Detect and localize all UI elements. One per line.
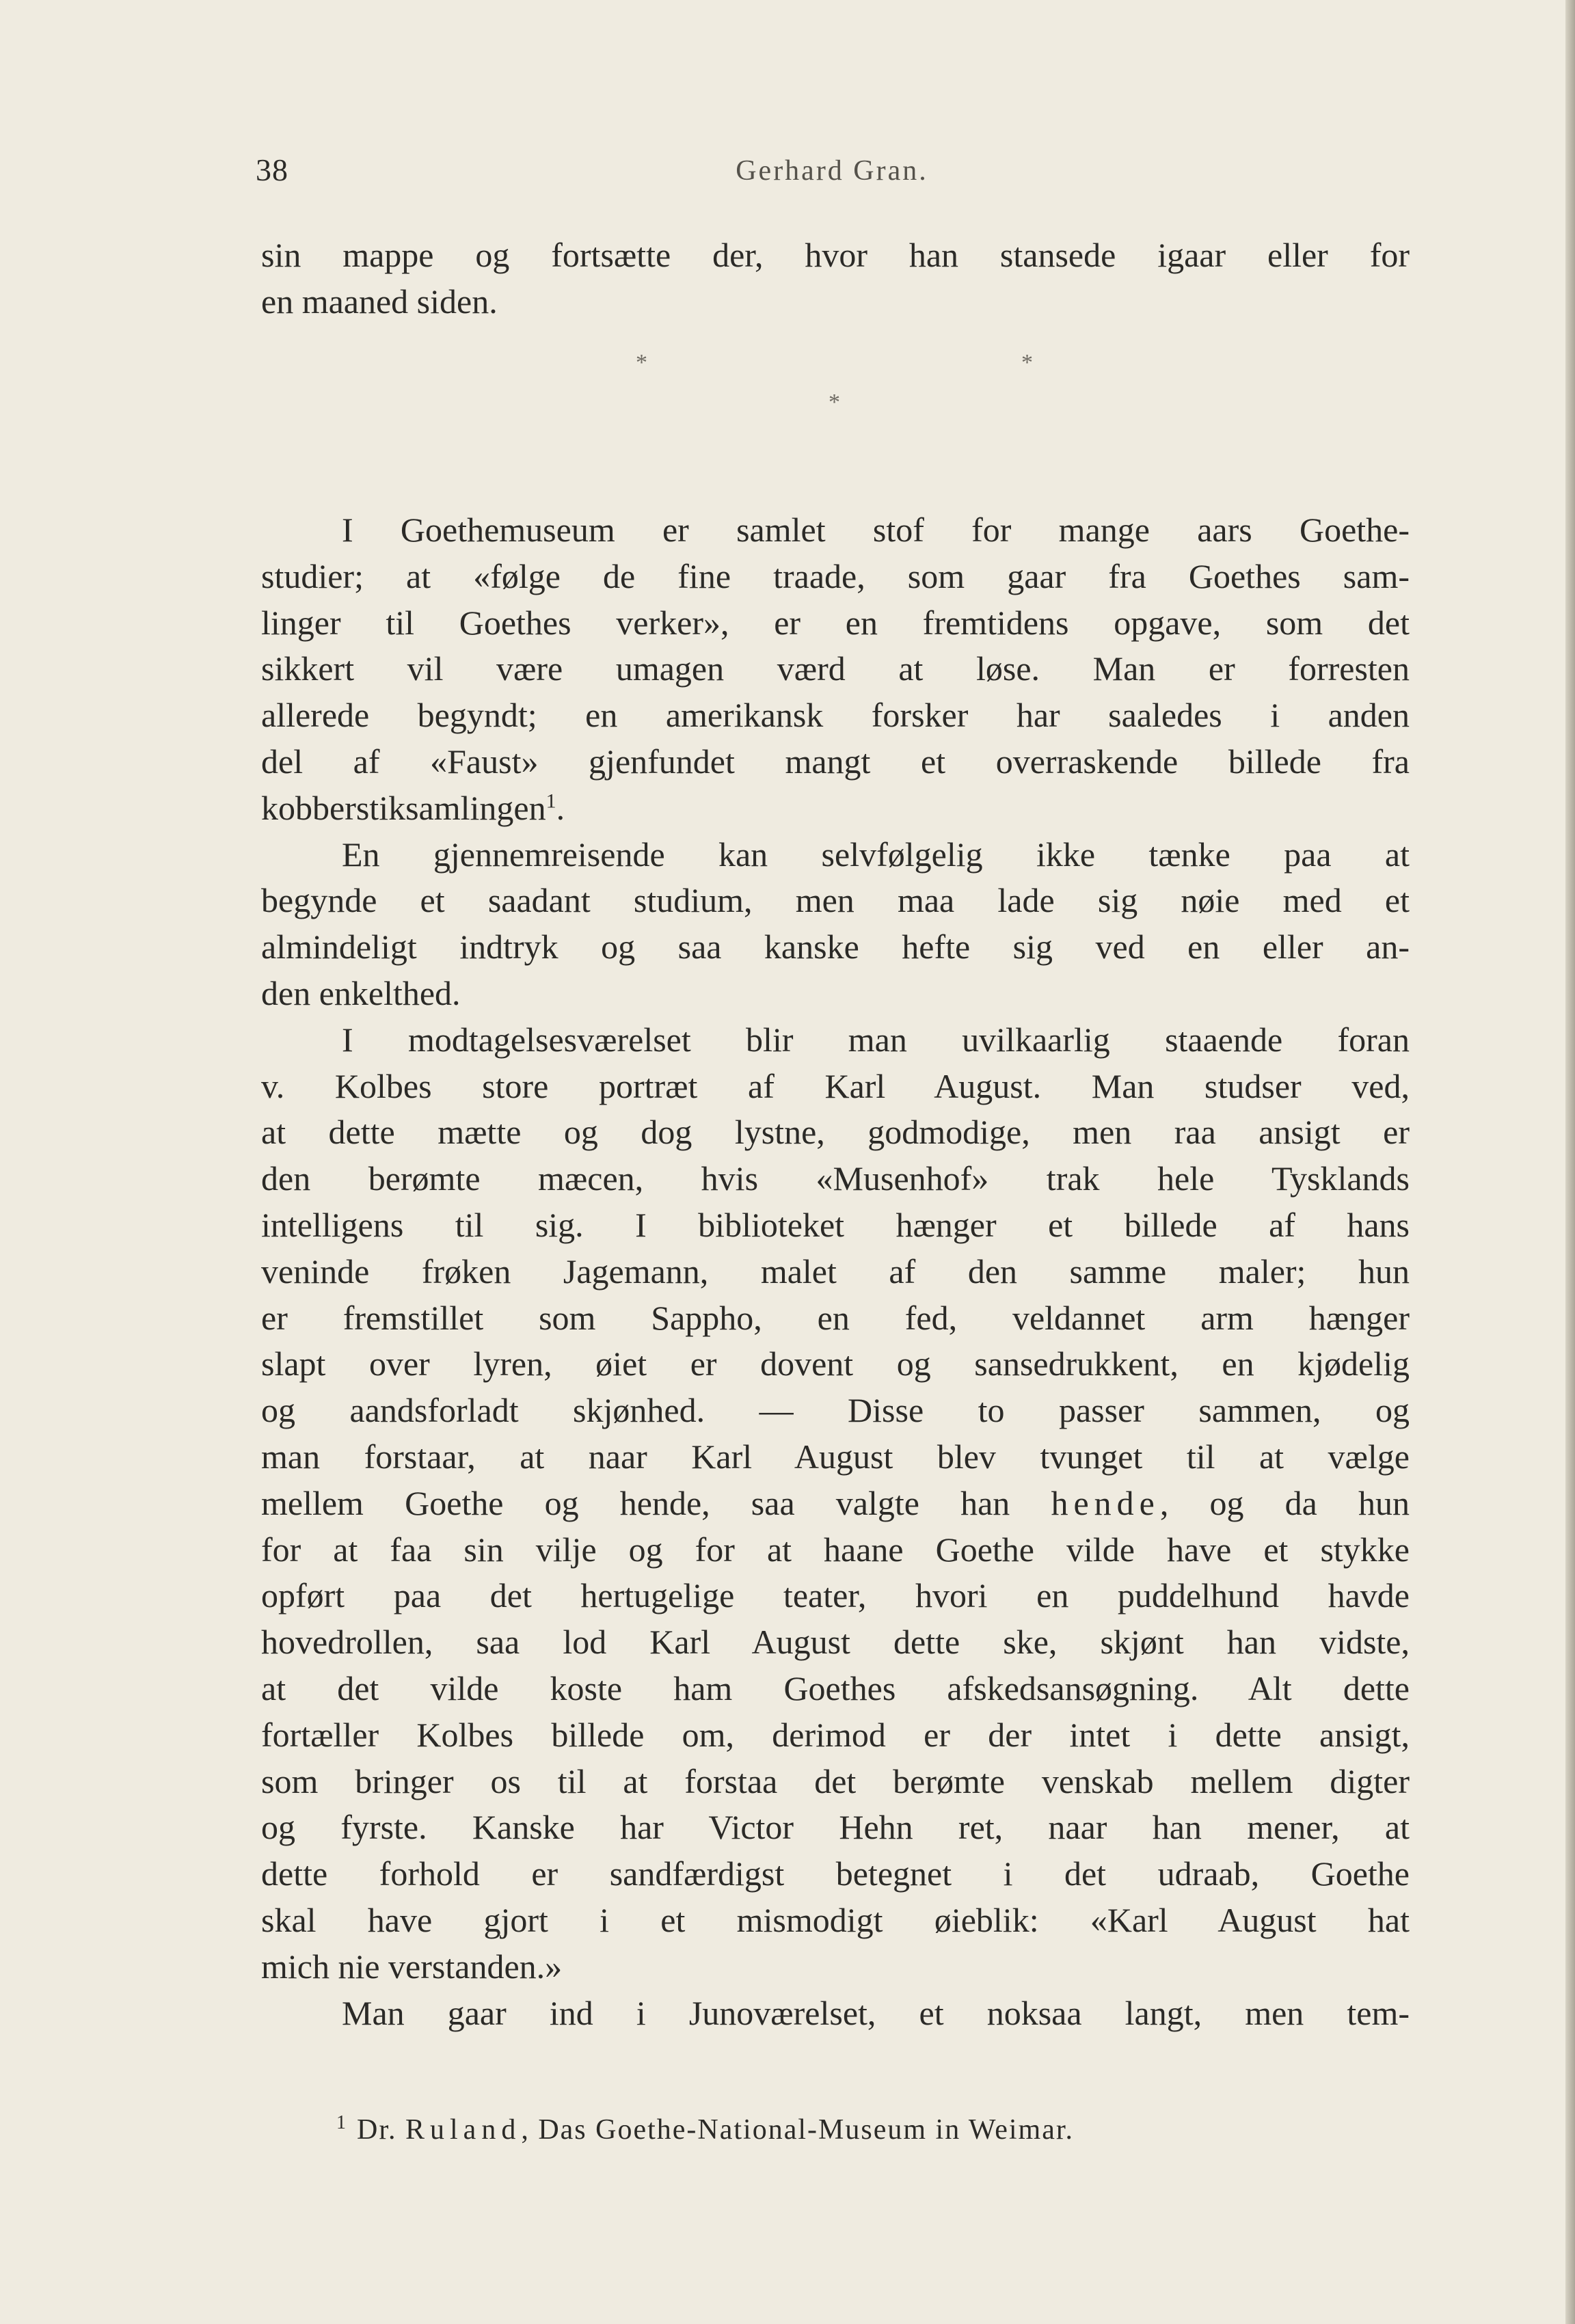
text-line: linger til Goethes verker», er en fremtidens opgave, som det bbox=[261, 603, 1410, 642]
text-line: skal have gjort i et mismodigt øieblik: «Karl August hat bbox=[261, 1900, 1410, 1939]
text-line: En gjennemreisende kan selvfølgelig ikke tænke paa at bbox=[342, 835, 1410, 874]
text-line: del af «Faust» gjenfundet mangt et overraskende billede fra bbox=[261, 742, 1410, 781]
paragraph-2 bbox=[261, 832, 1410, 1017]
text-line: en maaned siden. bbox=[261, 282, 498, 321]
footnote-number: 1 bbox=[336, 2112, 347, 2133]
text-line: at det vilde koste ham Goethes afskedsansøgning. Alt dette bbox=[261, 1668, 1410, 1707]
main-text bbox=[261, 507, 1410, 2036]
text-line: sikkert vil være umagen værd at løse. Man er forresten bbox=[261, 649, 1410, 688]
text-fragment: . bbox=[556, 788, 565, 827]
text-line: som bringer os til at forstaa det berømte venskab mellem digter bbox=[261, 1761, 1410, 1800]
page-number: 38 bbox=[256, 152, 288, 187]
text-line: sin mappe og fortsætte der, hvor han stansede igaar eller for bbox=[261, 236, 1410, 274]
text-line: man forstaar, at naar Karl August blev tvunget til at vælge bbox=[261, 1437, 1410, 1476]
top-continuation bbox=[261, 232, 1410, 325]
text-line: begynde et saadant studium, men maa lade sig nøie med et bbox=[261, 881, 1410, 920]
text-line bbox=[261, 785, 1410, 832]
text-fragment: kobberstiksamlingen bbox=[261, 788, 546, 827]
text-line: slapt over lyren, øiet er dovent og sansedrukkent, en kjødelig bbox=[261, 1345, 1410, 1383]
footnote-reference[interactable]: 1 bbox=[546, 789, 556, 813]
text-line: den berømte mæcen, hvis «Musenhof» trak hele Tysklands bbox=[261, 1159, 1410, 1198]
text-line: intelligens til sig. I biblioteket hænger et billede af hans bbox=[261, 1205, 1410, 1244]
text-line: dette forhold er sandfærdigst betegnet i det udraab, Goethe bbox=[261, 1854, 1410, 1893]
text-line: opført paa det hertugelige teater, hvori en puddelhund havde bbox=[261, 1576, 1410, 1615]
text-line: almindeligt indtryk og saa kanske hefte sig ved en eller an- bbox=[261, 928, 1410, 967]
text-fragment: , og da hun bbox=[1159, 1483, 1410, 1522]
text-line: mich nie verstanden.» bbox=[261, 1947, 563, 1986]
text-line: I Goethemuseum er samlet stof for mange aars Goethe- bbox=[342, 511, 1410, 549]
emphasis-spaced: hende bbox=[1051, 1483, 1160, 1522]
paragraph-3 bbox=[261, 1017, 1410, 1990]
text-line: for at faa sin vilje og for at haane Goethe vilde have et stykke bbox=[261, 1530, 1410, 1569]
footnote-text: , Das Goethe-National-Museum in Weimar. bbox=[521, 2114, 1075, 2146]
paragraph-1 bbox=[261, 507, 1410, 832]
running-head: Gerhard Gran. bbox=[736, 155, 928, 187]
text-line: Man gaar ind i Junoværelset, et noksaa langt, men tem- bbox=[342, 1993, 1410, 2032]
separator-star-left: * bbox=[636, 350, 647, 375]
text-line: studier; at «følge de fine traade, som gaar fra Goethes sam- bbox=[261, 556, 1410, 595]
text-line: veninde frøken Jagemann, malet af den samme maler; hun bbox=[261, 1252, 1410, 1291]
text-line: v. Kolbes store portræt af Karl August. Man studser ved, bbox=[261, 1066, 1410, 1105]
separator-star-right: * bbox=[1021, 350, 1033, 375]
text-line: og fyrste. Kanske har Victor Hehn ret, naar han mener, at bbox=[261, 1808, 1410, 1847]
footnote-prefix: Dr. bbox=[357, 2114, 397, 2146]
footnote-author: Ruland bbox=[405, 2114, 522, 2146]
footnote bbox=[336, 2113, 1293, 2146]
text-line: I modtagelsesværelset blir man uvilkaarlig staaende foran bbox=[342, 1020, 1410, 1059]
page-header bbox=[256, 152, 1408, 200]
text-line: hovedrollen, saa lod Karl August dette ske, skjønt han vidste, bbox=[261, 1623, 1410, 1662]
text-line: er fremstillet som Sappho, en fed, veldannet arm hænger bbox=[261, 1298, 1410, 1337]
text-line: og aandsforladt skjønhed. — Disse to passer sammen, og bbox=[261, 1391, 1410, 1430]
text-line: allerede begyndt; en amerikansk forsker har saaledes i anden bbox=[261, 696, 1410, 735]
separator-star-center: * bbox=[829, 390, 840, 415]
text-line: den enkelthed. bbox=[261, 973, 461, 1012]
text-line: fortæller Kolbes billede om, derimod er der intet i dette ansigt, bbox=[261, 1715, 1410, 1754]
text-fragment: mellem Goethe og hende, saa valgte han bbox=[261, 1483, 1010, 1522]
text-line bbox=[261, 1481, 1410, 1527]
text-line: at dette mætte og dog lystne, godmodige, men raa ansigt er bbox=[261, 1113, 1410, 1152]
page-edge bbox=[1565, 0, 1575, 2324]
paragraph-4 bbox=[261, 1990, 1410, 2037]
